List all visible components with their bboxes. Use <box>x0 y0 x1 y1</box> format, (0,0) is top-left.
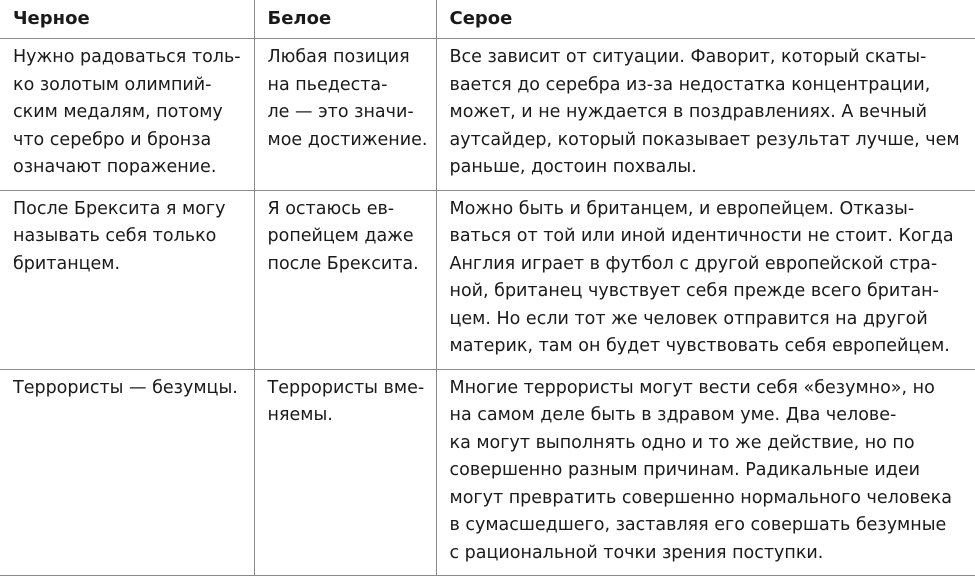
cell-line: ко золотым олимпий- <box>13 74 212 95</box>
cell-gray <box>436 369 975 576</box>
cell-line: могут превратить совершенно нормального человека <box>449 487 952 508</box>
table-row <box>0 369 975 576</box>
cell-line: ропейцем даже <box>267 226 414 246</box>
cell-line: в сумасшедшего, заставляя его совершать безумные <box>449 515 947 535</box>
header-white: Белое <box>254 0 436 39</box>
cell-line: вается до серебра из-за недостатка концентрации, <box>449 74 931 95</box>
table-row <box>0 190 975 369</box>
cell-line: цем. Но если тот же человек отправится на другой <box>449 308 928 329</box>
cell-line: что серебро и бронза <box>13 129 212 150</box>
cell-line: ле — это значи- <box>267 102 414 122</box>
cell-line: мое достижение. <box>267 129 428 150</box>
cell-line: Можно быть и британцем, и европейцем. Отказы- <box>449 198 915 219</box>
cell-line: совершенно разным причинам. Радикальные идеи <box>449 460 920 480</box>
cell-white <box>254 190 436 369</box>
cell-line: Я остаюсь ев- <box>267 198 395 219</box>
cell-line: Многие террористы могут вести себя «безумно», но <box>449 377 935 398</box>
cell-line: означают поражение. <box>13 157 217 177</box>
cell-line: после Брексита. <box>267 253 419 274</box>
cell-gray <box>436 190 975 369</box>
cell-black <box>0 39 254 191</box>
header-black: Черное <box>0 0 254 39</box>
cell-line: аутсайдер, который показывает результат лучше, чем <box>449 129 960 150</box>
cell-line: Террористы вме- <box>267 377 425 398</box>
cell-line: Любая позиция <box>267 47 410 67</box>
cell-line: После Брексита я могу <box>13 198 226 219</box>
cell-white <box>254 39 436 191</box>
cell-line: ка могут выполнять одно и то же действие, но по <box>449 432 915 453</box>
cell-line: на пьедеста- <box>267 74 388 95</box>
cell-gray <box>436 39 975 191</box>
header-row <box>0 0 975 39</box>
cell-line: на самом деле быть в здравом уме. Два челове- <box>449 405 897 425</box>
cell-line: ной, британец чувствует себя прежде всего британ- <box>449 281 939 301</box>
cell-line: няемы. <box>267 405 333 425</box>
cell-line: ваться от той или иной идентичности не стоит. Когда <box>449 226 954 246</box>
cell-line: с рациональной точки зрения поступки. <box>449 542 824 563</box>
cell-line: британцем. <box>13 253 121 274</box>
cell-line: Нужно радоваться толь- <box>13 47 241 67</box>
cell-white <box>254 369 436 576</box>
cell-line: Англия играет в футбол с другой европейской стра- <box>449 253 938 274</box>
cell-line: может, и не нуждается в поздравлениях. А вечный <box>449 102 927 122</box>
cell-line: называть себя только <box>13 226 217 246</box>
header-gray: Серое <box>436 0 975 39</box>
cell-line: Террористы — безумцы. <box>13 377 238 398</box>
cell-black <box>0 369 254 576</box>
cell-line: Все зависит от ситуации. Фаворит, который скаты- <box>449 47 927 67</box>
table-row <box>0 39 975 191</box>
cell-black <box>0 190 254 369</box>
cell-line: ским медалям, потому <box>13 102 223 122</box>
cell-line: материк, там он будет чувствовать себя европейцем. <box>449 336 950 356</box>
cell-line: раньше, достоин похвалы. <box>449 157 697 177</box>
